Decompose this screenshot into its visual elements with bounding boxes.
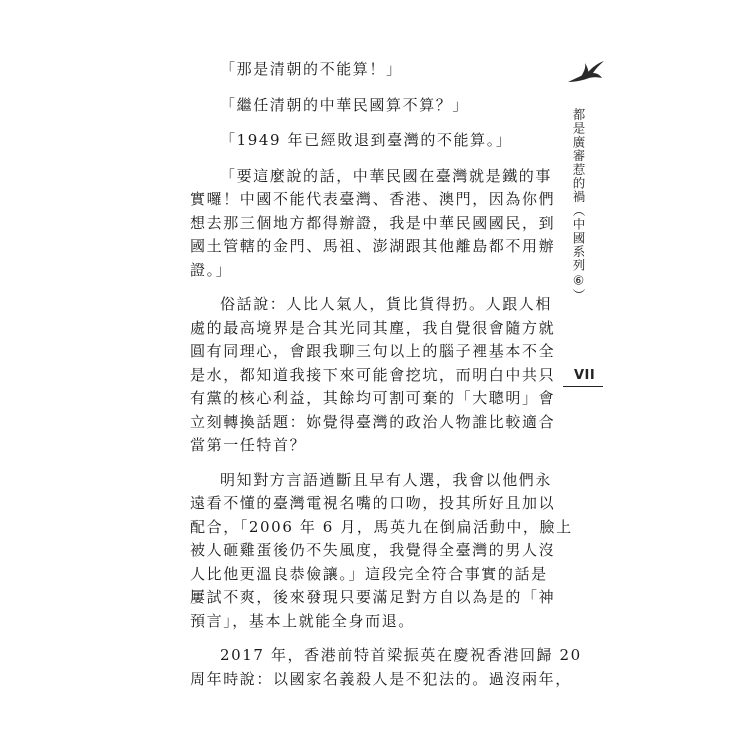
paragraph	[190, 293, 556, 458]
page-number: VII	[574, 368, 596, 383]
text-line: 明知對方言語遒斷且早有人選，我會以他們永	[220, 470, 553, 489]
text-line: 當第一任特首？	[190, 436, 307, 454]
text-line: 被人砸雞蛋後仍不失風度，我覺得全臺灣的男人沒	[190, 541, 556, 559]
text-line: 想去那三個地方都得辦證，我是中華民國國民，到	[190, 213, 556, 232]
paragraph	[190, 469, 573, 634]
text-line: 圓有同理心，會跟我聊三句以上的腦子裡基本不全	[190, 342, 556, 360]
text-line: 「1949 年已經敗退到臺灣的不能算。」	[220, 131, 513, 149]
text-line: 有黨的核心利益，其餘均可割可棄的「大聰明」會	[190, 389, 556, 407]
text-line: 屢試不爽，後來發現只要滿足對方自以為是的「神	[190, 588, 556, 606]
dialogue-line	[190, 58, 550, 82]
text-line: 人比他更溫良恭儉讓。」這段完全符合事實的話是	[190, 564, 548, 583]
text-line: 俗話說：人比人氣人，貨比貨得扔。人跟人相	[220, 295, 553, 313]
paragraph	[190, 165, 556, 283]
text-line: 「那是清朝的不能算！」	[220, 60, 403, 78]
text-line: 實囉！中國不能代表臺灣、香港、澳門，因為你們	[190, 190, 556, 208]
text-line: 周年時說：以國家名義殺人是不犯法的。過沒兩年，	[190, 669, 572, 688]
text-line: 「要這麼說的話，中華民國在臺灣就是鐵的事	[220, 166, 553, 185]
swallow-icon	[566, 58, 606, 88]
text-line: 是水，都知道我接下來可能會挖坑，而明白中共只	[190, 365, 556, 384]
text-line: 處的最高境界是合其光同其塵，我自覺很會隨方就	[190, 318, 556, 337]
text-line: 證。」	[190, 260, 233, 279]
text-line: 2017 年，香港前特首梁振英在慶祝香港回歸 20	[220, 646, 582, 664]
series-title: 都是廣審惹的禍（中國系列⑥）	[571, 108, 586, 303]
paragraph	[190, 644, 582, 691]
dialogue-line	[190, 129, 550, 153]
text-line: 遠看不懂的臺灣電視名嘴的口吻，投其所好且加以	[190, 494, 556, 512]
text-line: 預言」，基本上就能全身而退。	[190, 611, 415, 630]
text-line: 立刻轉換話題：妳覺得臺灣的政治人物誰比較適合	[190, 412, 556, 431]
folio-divider	[563, 386, 603, 387]
text-line: 配合，「2006 年 6 月，馬英九在倒扁活動中，臉上	[190, 517, 573, 536]
dialogue-line	[190, 94, 550, 118]
text-line: 國土管轄的金門、馬祖、澎湖跟其他離島都不用辦	[190, 237, 556, 255]
text-line: 「繼任清朝的中華民國算不算？」	[220, 95, 470, 114]
